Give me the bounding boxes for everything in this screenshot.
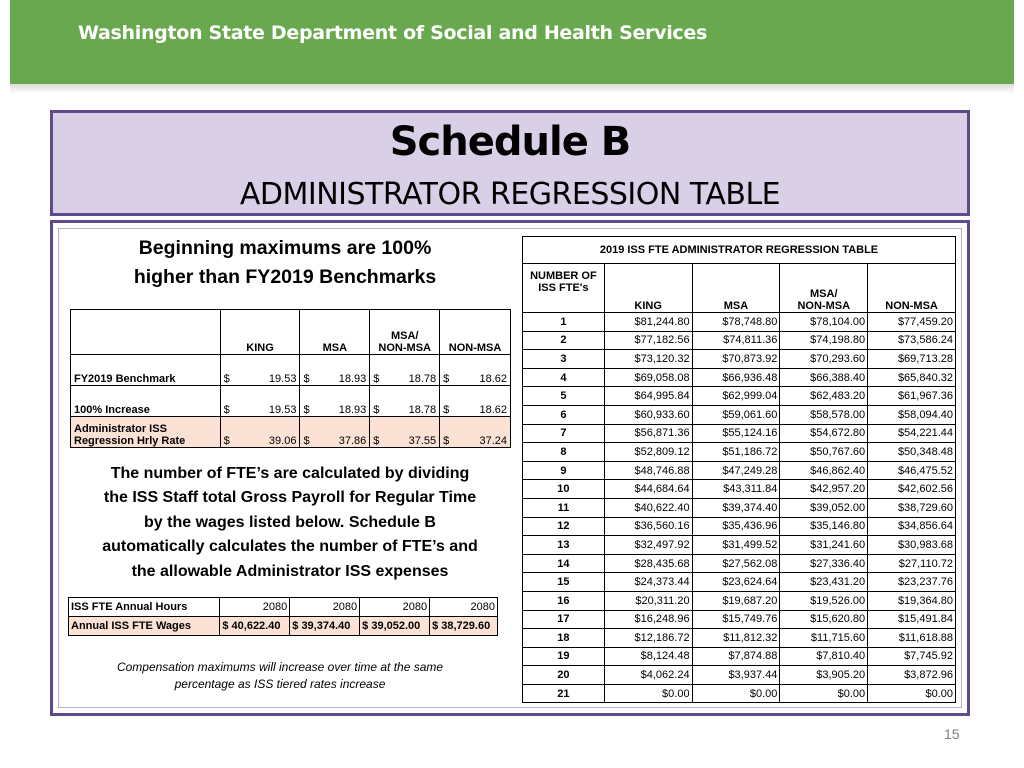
benchmark-header-row	[71, 310, 511, 355]
wage-value: $30,983.68	[868, 536, 956, 555]
wage-value: $12,186.72	[604, 629, 692, 648]
regression-row	[523, 350, 956, 369]
wage-value: $48,746.88	[604, 461, 692, 480]
benchmark-table	[70, 309, 511, 448]
paragraph-line: automatically calculates the number of FTE’s and	[102, 538, 478, 556]
regression-title: 2019 ISS FTE ADMINISTRATOR REGRESSION TABLE	[523, 237, 956, 264]
wage-value: $7,745.92	[868, 647, 956, 666]
fte-count: 2	[523, 331, 605, 350]
wage-value: $15,620.80	[780, 610, 868, 629]
col-msa-nonmsa-line2: NON-MSA	[378, 342, 431, 354]
wage-value: $74,198.80	[780, 331, 868, 350]
regression-row	[523, 405, 956, 424]
regression-row	[523, 480, 956, 499]
compensation-note	[80, 659, 480, 693]
regression-header-row	[523, 264, 956, 313]
wages-value: $ 39,374.40	[290, 617, 360, 636]
wage-value: $66,388.40	[780, 368, 868, 387]
wage-value: $70,873.92	[692, 350, 780, 369]
row-label: 100% Increase	[71, 386, 221, 417]
wage-value: $60,933.60	[604, 405, 692, 424]
regression-row	[523, 554, 956, 573]
regression-row	[523, 443, 956, 462]
wage-value: $47,249.28	[692, 461, 780, 480]
wage-value: $15,749.76	[692, 610, 780, 629]
wage-value: $8,124.48	[604, 647, 692, 666]
wage-value: $58,094.40	[868, 405, 956, 424]
wage-value: $78,748.80	[692, 313, 780, 332]
fte-count: 18	[523, 629, 605, 648]
regression-row	[523, 424, 956, 443]
wage-value: $61,967.36	[868, 387, 956, 406]
regression-row	[523, 368, 956, 387]
wage-value: $19,526.00	[780, 591, 868, 610]
wages-value: $ 38,729.60	[430, 617, 498, 636]
col-msa: MSA	[300, 310, 370, 355]
regression-row	[523, 517, 956, 536]
wage-value: $81,244.80	[604, 313, 692, 332]
value-cell: $ 37.86	[300, 417, 370, 448]
value-cell: $ 18.93	[300, 386, 370, 417]
fte-count: 5	[523, 387, 605, 406]
wage-value: $50,767.60	[780, 443, 868, 462]
heading-line-2: higher than FY2019 Benchmarks	[133, 266, 437, 288]
hours-value: 2080	[360, 598, 430, 617]
regression-row	[523, 331, 956, 350]
fte-count: 1	[523, 313, 605, 332]
fte-count: 20	[523, 666, 605, 685]
wage-value: $36,560.16	[604, 517, 692, 536]
wage-value: $73,586.24	[868, 331, 956, 350]
wage-value: $11,812.32	[692, 629, 780, 648]
fte-wages-row	[69, 617, 498, 636]
wages-label: Annual ISS FTE Wages	[69, 617, 220, 636]
header-blank	[71, 310, 221, 355]
wage-value: $52,809.12	[604, 443, 692, 462]
wage-value: $34,856.64	[868, 517, 956, 536]
regression-row	[523, 461, 956, 480]
row-label: FY2019 Benchmark	[71, 355, 221, 386]
fte-count: 15	[523, 573, 605, 592]
heading-line-1: Beginning maximums are 100%	[138, 237, 432, 259]
org-name: Washington State Department of Social and Health Services	[78, 22, 707, 44]
num-fte-header: NUMBER OF ISS FTE's	[523, 264, 605, 313]
note-line: Compensation maximums will increase over time at the same	[116, 660, 444, 674]
value-cell: $ 18.93	[300, 355, 370, 386]
fte-count: 19	[523, 647, 605, 666]
wage-value: $23,624.64	[692, 573, 780, 592]
wage-value: $19,364.80	[868, 591, 956, 610]
wage-value: $39,374.40	[692, 498, 780, 517]
wage-value: $65,840.32	[868, 368, 956, 387]
wage-value: $39,052.00	[780, 498, 868, 517]
wage-value: $78,104.00	[780, 313, 868, 332]
value-cell: $ 18.62	[440, 386, 511, 417]
paragraph-line: by the wages listed below. Schedule B	[144, 513, 436, 531]
wage-value: $16,248.96	[604, 610, 692, 629]
wage-value: $54,672.80	[780, 424, 868, 443]
col-nonmsa: NON-MSA	[440, 310, 511, 355]
wage-value: $4,062.24	[604, 666, 692, 685]
paragraph-line: The number of FTE’s are calculated by dividing	[110, 465, 470, 482]
fte-count: 8	[523, 443, 605, 462]
value-cell: $ 18.78	[370, 386, 440, 417]
regression-row	[523, 666, 956, 685]
banner-shadow	[10, 84, 1014, 94]
paragraph-line: the allowable Administrator ISS expenses	[131, 562, 449, 580]
regression-body	[523, 313, 956, 703]
hours-value: 2080	[430, 598, 498, 617]
fte-count: 3	[523, 350, 605, 369]
wage-value: $62,999.04	[692, 387, 780, 406]
fte-count: 4	[523, 368, 605, 387]
wage-value: $11,715.60	[780, 629, 868, 648]
note-line: percentage as ISS tiered rates increase	[174, 677, 386, 691]
col-king: KING	[220, 310, 300, 355]
wage-value: $73,120.32	[604, 350, 692, 369]
wage-value: $31,241.60	[780, 536, 868, 555]
fte-count: 6	[523, 405, 605, 424]
wage-value: $32,497.92	[604, 536, 692, 555]
value-cell: $ 18.62	[440, 355, 511, 386]
wage-value: $74,811.36	[692, 331, 780, 350]
col-msa-nonmsa-line1: MSA/	[390, 330, 419, 342]
value-cell: $ 19.53	[220, 386, 300, 417]
wage-value: $77,182.56	[604, 331, 692, 350]
explanation-paragraph	[80, 462, 500, 584]
regression-rate-row	[71, 417, 511, 448]
wage-value: $0.00	[692, 684, 780, 703]
wage-value: $7,810.40	[780, 647, 868, 666]
regression-row	[523, 610, 956, 629]
reg-col-nonmsa: NON-MSA	[868, 264, 956, 313]
wage-value: $69,058.08	[604, 368, 692, 387]
wage-value: $27,562.08	[692, 554, 780, 573]
wage-value: $50,348.48	[868, 443, 956, 462]
wage-value: $7,874.88	[692, 647, 780, 666]
hours-value: 2080	[290, 598, 360, 617]
regression-title-row	[523, 237, 956, 264]
wage-value: $54,221.44	[868, 424, 956, 443]
wage-value: $27,336.40	[780, 554, 868, 573]
fte-count: 7	[523, 424, 605, 443]
hours-value: 2080	[220, 598, 290, 617]
value-cell: $ 19.53	[220, 355, 300, 386]
wage-value: $0.00	[604, 684, 692, 703]
value-cell: $ 18.78	[370, 355, 440, 386]
wage-value: $44,684.64	[604, 480, 692, 499]
wage-value: $69,713.28	[868, 350, 956, 369]
fte-count: 9	[523, 461, 605, 480]
fte-count: 13	[523, 536, 605, 555]
regression-row	[523, 647, 956, 666]
wage-value: $11,618.88	[868, 629, 956, 648]
regression-row	[523, 573, 956, 592]
reg-col-msa-nonmsa: MSA/ NON-MSA	[780, 264, 868, 313]
wage-value: $42,957.20	[780, 480, 868, 499]
fte-count: 14	[523, 554, 605, 573]
regression-row	[523, 684, 956, 703]
wage-value: $62,483.20	[780, 387, 868, 406]
wage-value: $3,905.20	[780, 666, 868, 685]
wage-value: $56,871.36	[604, 424, 692, 443]
wage-value: $23,237.76	[868, 573, 956, 592]
wage-value: $24,373.44	[604, 573, 692, 592]
regression-table	[522, 236, 956, 703]
fte-count: 16	[523, 591, 605, 610]
wage-value: $77,459.20	[868, 313, 956, 332]
regression-row	[523, 387, 956, 406]
wage-value: $3,872.96	[868, 666, 956, 685]
reg-col-king: KING	[604, 264, 692, 313]
wages-value: $ 40,622.40	[220, 617, 290, 636]
fte-table	[68, 597, 498, 636]
wage-value: $64,995.84	[604, 387, 692, 406]
wage-value: $40,622.40	[604, 498, 692, 517]
regression-row	[523, 498, 956, 517]
wage-value: $35,436.96	[692, 517, 780, 536]
wage-value: $51,186.72	[692, 443, 780, 462]
regression-row	[523, 591, 956, 610]
fte-hours-row	[69, 598, 498, 617]
col-msa-nonmsa	[370, 310, 440, 355]
hours-label: ISS FTE Annual Hours	[69, 598, 220, 617]
increase-row	[71, 386, 511, 417]
slide-title: Schedule B	[389, 119, 631, 165]
wage-value: $15,491.84	[868, 610, 956, 629]
value-cell: $ 39.06	[220, 417, 300, 448]
wages-value: $ 39,052.00	[360, 617, 430, 636]
wage-value: $3,937.44	[692, 666, 780, 685]
fte-count: 21	[523, 684, 605, 703]
wage-value: $23,431.20	[780, 573, 868, 592]
fte-count: 17	[523, 610, 605, 629]
wage-value: $19,687.20	[692, 591, 780, 610]
value-cell: $ 37.24	[440, 417, 511, 448]
wage-value: $28,435.68	[604, 554, 692, 573]
wage-value: $31,499.52	[692, 536, 780, 555]
wage-value: $66,936.48	[692, 368, 780, 387]
wage-value: $20,311.20	[604, 591, 692, 610]
row-label: Administrator ISS Regression Hrly Rate	[71, 417, 221, 448]
fte-count: 11	[523, 498, 605, 517]
wage-value: $0.00	[780, 684, 868, 703]
wage-value: $35,146.80	[780, 517, 868, 536]
fte-count: 12	[523, 517, 605, 536]
wage-value: $42,602.56	[868, 480, 956, 499]
wage-value: $27,110.72	[868, 554, 956, 573]
wage-value: $58,578.00	[780, 405, 868, 424]
page-number: 15	[944, 726, 960, 742]
regression-row	[523, 629, 956, 648]
wage-value: $0.00	[868, 684, 956, 703]
value-cell: $ 37.55	[370, 417, 440, 448]
slide-subtitle: ADMINISTRATOR REGRESSION TABLE	[239, 177, 781, 212]
wage-value: $46,862.40	[780, 461, 868, 480]
benchmark-heading	[70, 234, 500, 292]
regression-row	[523, 313, 956, 332]
wage-value: $46,475.52	[868, 461, 956, 480]
wage-value: $59,061.60	[692, 405, 780, 424]
wage-value: $70,293.60	[780, 350, 868, 369]
wage-value: $55,124.16	[692, 424, 780, 443]
paragraph-line: the ISS Staff total Gross Payroll for Regular Time	[103, 489, 477, 507]
wage-value: $38,729.60	[868, 498, 956, 517]
fte-count: 10	[523, 480, 605, 499]
benchmark-row	[71, 355, 511, 386]
reg-col-msa: MSA	[692, 264, 780, 313]
title-box	[50, 110, 970, 216]
regression-row	[523, 536, 956, 555]
wage-value: $43,311.84	[692, 480, 780, 499]
